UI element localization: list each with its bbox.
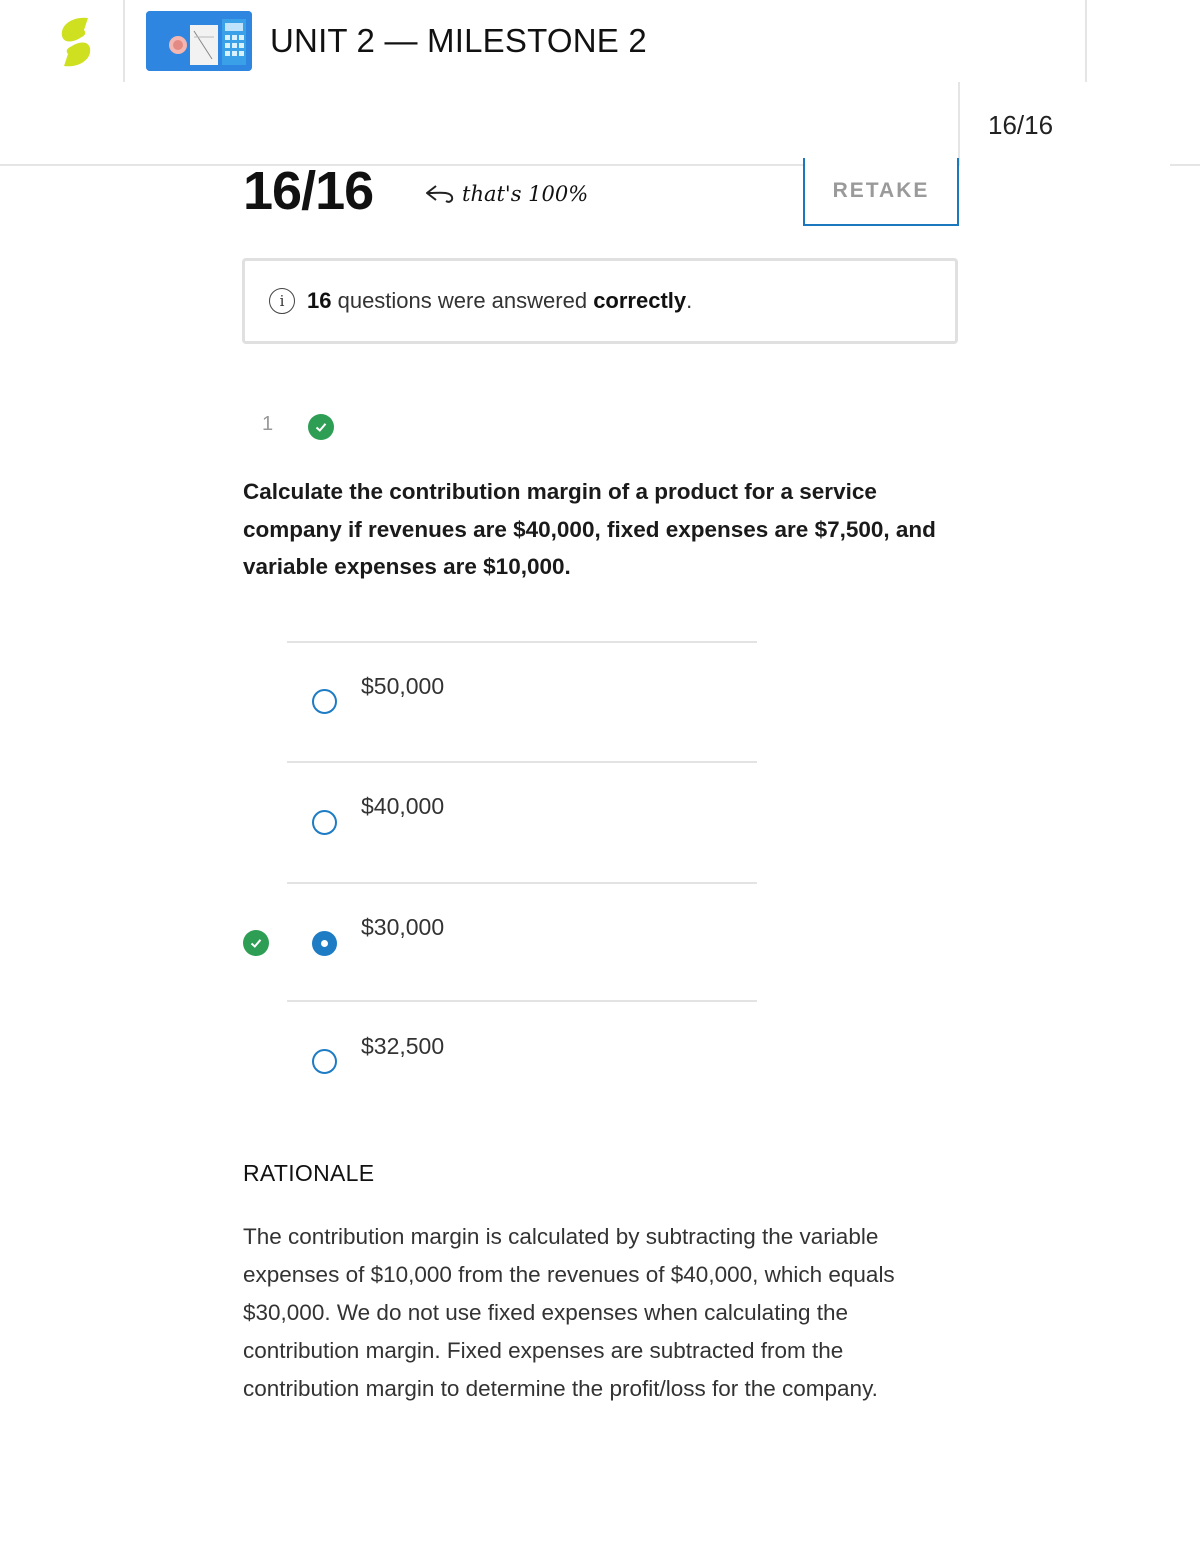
option-radio-4[interactable] (312, 1049, 337, 1074)
option-label-1: $50,000 (361, 673, 445, 699)
option-label-2: $40,000 (361, 793, 445, 819)
correct-answer-icon (243, 930, 269, 956)
score-summary-box (958, 82, 1200, 166)
header-divider-right (1085, 0, 1087, 82)
curved-arrow-icon (424, 182, 456, 206)
retake-button[interactable]: RETAKE (803, 158, 959, 226)
results-info-banner (242, 258, 958, 344)
perfect-score-text: that's 100% (462, 182, 589, 206)
unit-thumbnail (146, 11, 252, 71)
info-text-after: . (686, 288, 693, 313)
unit-thumbnail-image (146, 11, 252, 71)
question-correct-icon (308, 414, 334, 440)
unit-title: UNIT 2 — MILESTONE 2 (270, 22, 647, 59)
option-divider (287, 882, 757, 884)
option-label-3: $30,000 (361, 914, 445, 940)
rationale-heading: RATIONALE (243, 1160, 375, 1186)
info-emphasis: correctly (593, 288, 687, 313)
rationale-text: The contribution margin is calculated by subtracting the variable expenses of $10,000 from the revenues of $40,000, which equals $30,000. We do not use fixed expenses when calculating the contribution margin. Fixed expenses are subtracted from the contribution margin to determine the profit/loss for the company. (243, 1224, 895, 1401)
perfect-score-note (424, 182, 588, 206)
option-radio-2[interactable] (312, 810, 337, 835)
score-summary-text: 16/16 (988, 110, 1054, 140)
info-icon: i (269, 288, 295, 314)
option-radio-1[interactable] (312, 689, 337, 714)
option-divider (287, 1000, 757, 1002)
question-number: 1 (262, 413, 274, 435)
info-text-before: questions were answered (331, 288, 594, 313)
option-radio-3[interactable] (312, 931, 337, 956)
header-divider (123, 0, 125, 82)
info-message (307, 288, 692, 314)
logo-icon[interactable] (54, 14, 98, 70)
question-text: Calculate the contribution margin of a product for a service company if revenues are $40,000, fixed expenses are $7,500, and variable expenses are $10,000. (243, 479, 936, 579)
header-bottom-border-right (1170, 164, 1200, 166)
option-label-4: $32,500 (361, 1033, 445, 1059)
correct-count: 16 (307, 288, 332, 313)
final-score: 16/16 (243, 161, 374, 221)
option-divider (287, 641, 757, 643)
option-divider (287, 761, 757, 763)
